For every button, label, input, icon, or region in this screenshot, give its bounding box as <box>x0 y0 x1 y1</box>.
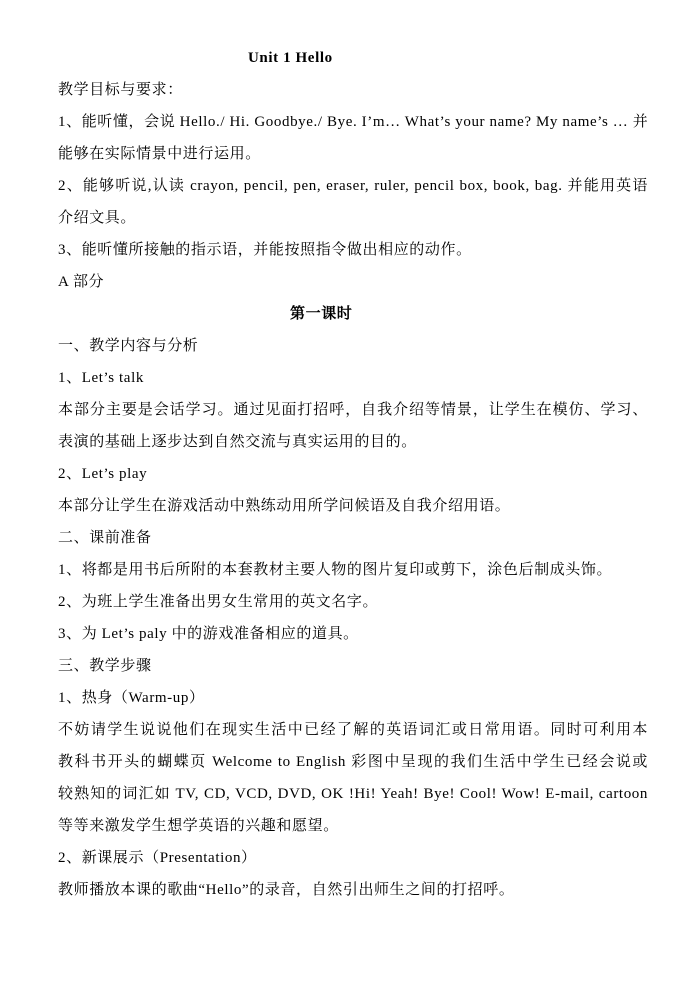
paragraph-presentation: 教师播放本课的歌曲“Hello”的录音，自然引出师生之间的打招呼。 <box>58 882 515 898</box>
subheading-lets-talk: 1、Let’s talk <box>58 370 144 386</box>
objective-2-line-1: 2、能够听说,认读 crayon, pencil, pen, eraser, ruler, pencil box, book, bag. 并能用英语 <box>58 178 648 194</box>
subheading-warm-up: 1、热身（Warm-up） <box>58 690 205 706</box>
paragraph-warm-up-line-3: 较熟知的词汇如 TV, CD, VCD, DVD, OK !Hi! Yeah! Bye! Cool! Wow! E-mail, cartoon <box>58 786 648 802</box>
section-heading-objectives: 教学目标与要求： <box>58 82 183 98</box>
paragraph-lets-talk-line-2: 表演的基础上逐步达到自然交流与真实运用的目的。 <box>58 434 417 450</box>
preparation-item-2: 2、为班上学生准备出男女生常用的英文名字。 <box>58 594 379 610</box>
preparation-item-3: 3、为 Let’s paly 中的游戏准备相应的道具。 <box>58 626 359 642</box>
section-heading-preparation: 二、课前准备 <box>58 530 152 546</box>
subheading-presentation: 2、新课展示（Presentation） <box>58 850 257 866</box>
part-a-heading: A 部分 <box>58 274 105 290</box>
objective-3: 3、能听懂所接触的指示语，并能按照指令做出相应的动作。 <box>58 242 472 258</box>
paragraph-lets-play: 本部分让学生在游戏活动中熟练动用所学问候语及自我介绍用语。 <box>58 498 511 514</box>
preparation-item-1: 1、将都是用书后所附的本套教材主要人物的图片复印或剪下，涂色后制成头饰。 <box>58 562 613 578</box>
section-heading-content-analysis: 一、教学内容与分析 <box>58 338 199 354</box>
paragraph-lets-talk-line-1: 本部分主要是会话学习。通过见面打招呼，自我介绍等情景，让学生在模仿、学习、 <box>58 402 648 418</box>
objective-1-line-2: 能够在实际情景中进行运用。 <box>58 146 261 162</box>
paragraph-warm-up-line-4: 等等来激发学生想学英语的兴趣和愿望。 <box>58 818 339 834</box>
objective-2-line-2: 介绍文具。 <box>58 210 137 226</box>
document-title: Unit 1 Hello <box>248 50 333 66</box>
section-heading-teaching-steps: 三、教学步骤 <box>58 658 152 674</box>
lesson-title: 第一课时 <box>290 306 353 322</box>
subheading-lets-play: 2、Let’s play <box>58 466 148 482</box>
paragraph-warm-up-line-1: 不妨请学生说说他们在现实生活中已经了解的英语词汇或日常用语。同时可利用本 <box>58 722 648 738</box>
paragraph-warm-up-line-2: 教科书开头的蝴蝶页 Welcome to English 彩图中呈现的我们生活中学生已经会说或 <box>58 754 648 770</box>
objective-1-line-1: 1、能听懂，会说 Hello./ Hi. Goodbye./ Bye. I’m… What’s your name? My name’s … 并 <box>58 114 649 130</box>
